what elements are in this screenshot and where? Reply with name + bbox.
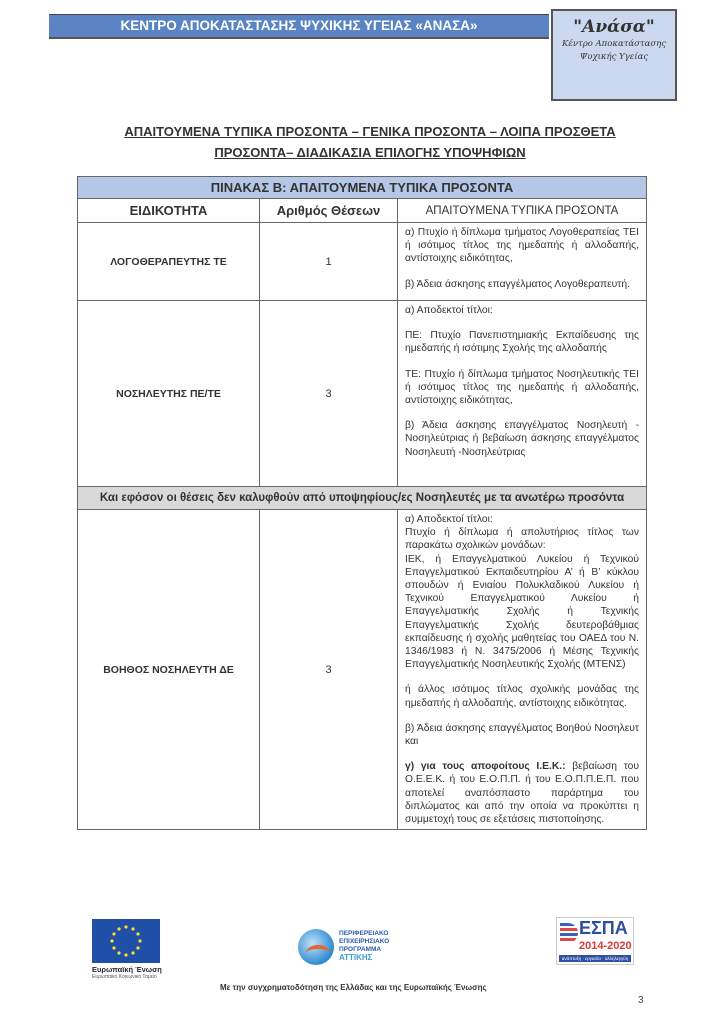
requirement-item: Πτυχίο ή δίπλωμα ή απολυτήριος τίτλος των παρακάτω σχολικών μονάδων:: [405, 527, 639, 552]
page-title-line-1: ΑΠΑΙΤΟΥΜΕΝΑ ΤΥΠΙΚΑ ΠΡΟΣΟΝΤΑ – ΓΕΝΙΚΑ ΠΡΟΣΟΝΤΑ – ΛΟΙΠΑ ΠΡΟΣΘΕΤΑ: [124, 124, 616, 139]
table-row: [78, 223, 647, 301]
table-row: [78, 301, 647, 487]
pep-line: ΠΡΟΓΡΑΜΜΑ: [339, 946, 382, 953]
column-header-requirements: ΑΠΑΙΤΟΥΜΕΝΑ ΤΥΠΙΚΑ ΠΡΟΣΟΝΤΑ: [398, 199, 647, 223]
eu-sublabel: Ευρωπαϊκό Κοινωνικό Ταμείο: [92, 974, 157, 980]
espa-tagline: ανάπτυξη · εργασία · αλληλεγγύη: [559, 955, 631, 962]
column-header-positions: Αριθμός Θέσεων: [260, 199, 398, 223]
eu-flag-icon: [92, 919, 160, 963]
requirement-item: ΠΕ: Πτυχίο Πανεπιστημιακής Εκπαίδευσης της ημεδαπής ή ισότιμης Σχολής της αλλοδαπής: [405, 330, 639, 355]
requirement-item: ΤΕ: Πτυχίο ή δίπλωμα τμήματος Νοσηλευτικής ΤΕΙ ή ισότιμος τίτλος της ημεδαπής ή αλλοδαπής, αντίστοιχης ειδικότητας,: [405, 368, 639, 407]
espa-years: 2014-2020: [579, 940, 632, 952]
column-header-specialty: ΕΙΔΙΚΟΤΗΤΑ: [78, 199, 260, 223]
specialty-cell: ΒΟΗΘΟΣ ΝΟΣΗΛΕΥΤΗ ΔΕ: [78, 510, 260, 830]
positions-cell: 3: [260, 510, 398, 830]
requirement-item: [405, 760, 639, 826]
table-caption: ΠΙΝΑΚΑΣ Β: ΑΠΑΙΤΟΥΜΕΝΑ ΤΥΠΙΚΑ ΠΡΟΣΟΝΤΑ: [78, 177, 647, 199]
positions-cell: 3: [260, 301, 398, 487]
espa-stripes-icon: [560, 923, 578, 943]
logo-subtitle-2: Ψυχικής Υγείας: [579, 52, 649, 62]
eu-label: Ευρωπαϊκή Ένωση: [92, 965, 162, 974]
logo-title: "Ανάσα": [573, 17, 655, 37]
requirement-item-text: βεβαίωση του Ο.Ε.Ε.Κ. ή του Ε.Ο.Π.Π. ή του Ε.Ο.Π.Π.Ε.Π. που αποτελεί αναπόσπαστο παράρτημα του διπλώματος και από την οποία να προκύπτει η συμμετοχή τους σε εξετάσεις πιστοποίησης.: [405, 761, 639, 826]
page-title: [90, 121, 650, 163]
pep-line: ΕΠΙΧΕΙΡΗΣΙΑΚΟ: [339, 938, 390, 945]
pep-region: ΑΤΤΙΚΗΣ: [339, 953, 373, 962]
table-row: [78, 510, 647, 830]
requirement-item: β) Άδεια άσκησης επαγγέλματος Λογοθεραπευτή.: [405, 278, 630, 290]
requirements-cell: [398, 301, 647, 487]
table-header-row: [78, 199, 647, 223]
espa-title: ΕΣΠΑ: [579, 918, 628, 938]
requirement-item: α) Πτυχίο ή δίπλωμα τμήματος Λογοθεραπείας ΤΕΙ ή ισότιμος τίτλος της ημεδαπής ή αλλοδαπής, αντίστοιχης ειδικότητας,: [405, 227, 639, 265]
logo-subtitle-1: Κέντρο Αποκατάστασης: [561, 39, 667, 49]
pep-swoosh-icon: [306, 945, 330, 961]
requirements-cell: [398, 510, 647, 830]
pep-line: ΠΕΡΙΦΕΡΕΙΑΚΟ: [339, 930, 389, 937]
pep-text: [339, 930, 389, 962]
requirement-item: α) Αποδεκτοί τίτλοι:: [405, 514, 493, 525]
anasa-logo: [551, 9, 677, 101]
requirements-table: [77, 176, 647, 830]
footer-logos: [0, 915, 724, 980]
specialty-cell: ΛΟΓΟΘΕΡΑΠΕΥΤΗΣ ΤΕ: [78, 223, 260, 301]
table-caption-row: [78, 177, 647, 199]
page-number: 3: [638, 995, 644, 1006]
table-separator-row: [78, 487, 647, 510]
eu-stars-icon: [92, 919, 160, 963]
requirement-item: β) Άδεια άσκησης επαγγέλματος Βοηθού Νοσηλευτ και: [405, 722, 639, 748]
positions-cell: 1: [260, 223, 398, 301]
cofunding-note: Με την συγχρηματοδότηση της Ελλάδας και της Ευρωπαϊκής Ένωσης: [220, 983, 487, 992]
requirement-item: α) Αποδεκτοί τίτλοι:: [405, 305, 493, 316]
header-title-bar: ΚΕΝΤΡΟ ΑΠΟΚΑΤΑΣΤΑΣΗΣ ΨΥΧΙΚΗΣ ΥΓΕΙΑΣ «ΑΝΑΣΑ»: [49, 14, 549, 39]
page-title-line-2: ΠΡΟΣΟΝΤΑ– ΔΙΑΔΙΚΑΣΙΑ ΕΠΙΛΟΓΗΣ ΥΠΟΨΗΦΙΩΝ: [214, 145, 526, 160]
espa-logo: [556, 917, 634, 965]
requirement-item: ΙΕΚ, ή Επαγγελματικού Λυκείου ή Τεχνικού Επαγγελματικού Εκπαιδευτηρίου Α’ ή Β’ κύκλου σπουδών ή Ενιαίου Πολυκλαδικού Λυκείου ή Τεχνικού Επαγγελματικού Λυκείου ή Επαγγελματικής Σχολής ή Τεχνικής Επαγγελματικής Σχολής δευτεροβάθμιας εκπαίδευσης ή σχολής μαθητείας του ΟΑΕΔ του Ν. 1346/1983 ή Ν. 3475/2006 ή Μέσης Τεχνικής Επαγγελματικής Νοσηλευτικής Σχολής (ΜΤΕΝΣ): [405, 553, 639, 671]
specialty-cell: ΝΟΣΗΛΕΥΤΗΣ ΠΕ/ΤΕ: [78, 301, 260, 487]
requirement-item: ή άλλος ισότιμος τίτλος σχολικής μονάδας της ημεδαπής ή αλλοδαπής, αντίστοιχης ειδικότητας.: [405, 684, 639, 709]
requirement-item-bold: γ) για τους αποφοίτους Ι.Ε.Κ.:: [405, 761, 566, 773]
requirements-cell: [398, 223, 647, 301]
separator-note: Και εφόσον οι θέσεις δεν καλυφθούν από υποψηφίους/ες Νοσηλευτές με τα ανωτέρω προσόντα: [78, 487, 647, 510]
requirement-item: β) Άδεια άσκησης επαγγέλματος Νοσηλευτή - Νοσηλεύτριας ή βεβαίωση άσκησης επαγγέλματος Νοσηλευτή -Νοσηλεύτριας: [405, 420, 639, 458]
